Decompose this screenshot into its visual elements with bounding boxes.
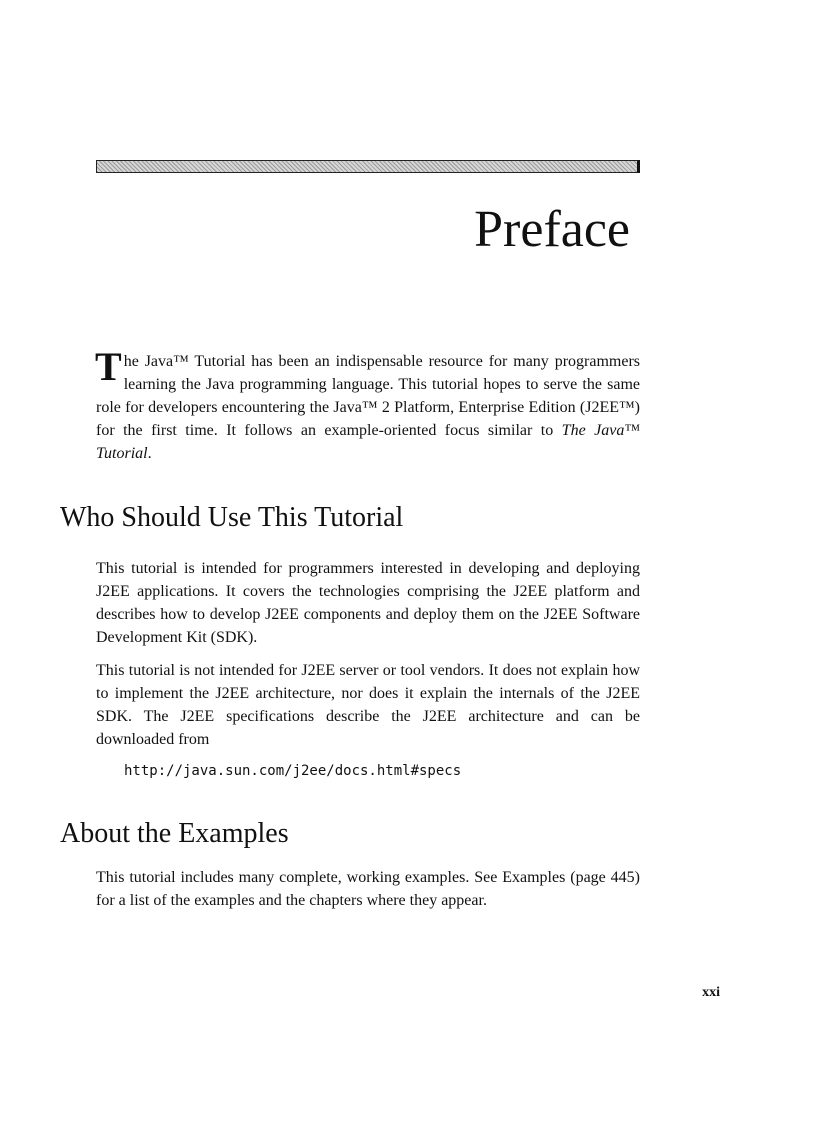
intro-italic-title: The Java™ Tutorial bbox=[96, 422, 640, 462]
intro-text: he Java™ Tutorial has been an indispensable resource for many programmers learning the Java programming language. This tutorial hopes to serve the same role for developers encountering the Java™ 2 Platform, Enterprise Edition (J2EE™) for the first time. It follows an example-oriented focus similar to bbox=[96, 353, 640, 439]
intro-paragraph bbox=[95, 344, 640, 465]
who-paragraph-1: This tutorial is intended for programmers interested in developing and deploying J2EE applications. It covers the technologies comprising the J2EE platform and describes how to develop J2EE components and deploy them on the J2EE Software Development Kit (SDK). bbox=[96, 560, 640, 646]
section-heading-examples: About the Examples bbox=[60, 818, 289, 849]
drop-cap: T bbox=[95, 344, 122, 389]
examples-section-body bbox=[96, 866, 640, 922]
intro-section bbox=[95, 344, 640, 475]
specs-url: http://java.sun.com/j2ee/docs.html#specs bbox=[124, 763, 462, 779]
section-heading-who: Who Should Use This Tutorial bbox=[60, 502, 404, 533]
who-section-body bbox=[96, 557, 640, 791]
decorative-rule bbox=[96, 160, 640, 173]
intro-end: . bbox=[147, 445, 152, 462]
page-number: xxi bbox=[702, 985, 720, 1000]
who-paragraph-2: This tutorial is not intended for J2EE server or tool vendors. It does not explain how to implement the J2EE architecture, nor does it explain the internals of the J2EE SDK. The J2EE specifications describe the J2EE architecture and can be downloaded from bbox=[96, 662, 640, 748]
page-title: Preface bbox=[474, 201, 630, 258]
examples-paragraph: This tutorial includes many complete, working examples. See Examples (page 445) for a list of the examples and the chapters where they appear. bbox=[96, 869, 640, 909]
